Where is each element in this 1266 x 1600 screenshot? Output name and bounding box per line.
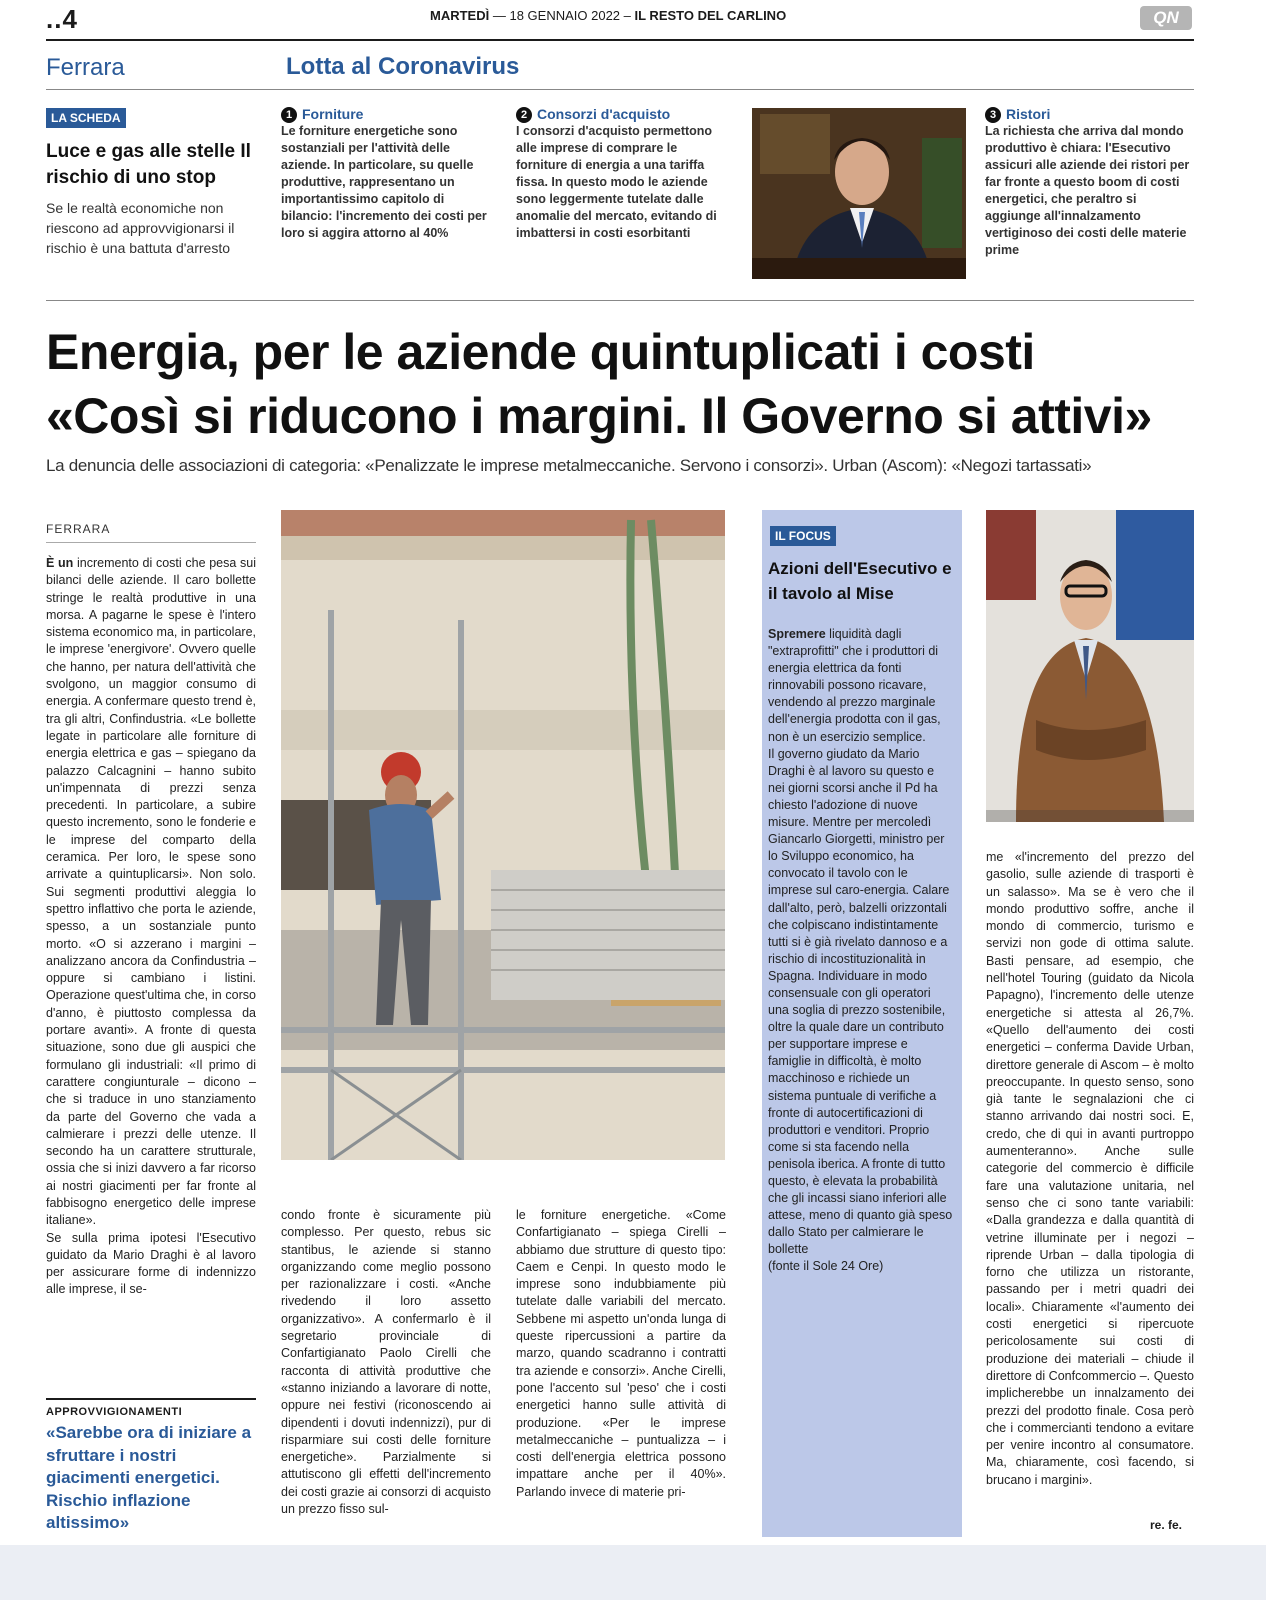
paragraph-text: incremento di costi che pesa sui bilanci delle aziende. Il caro bollette stringe le realtà produttive in una morsa. A pagarne le spese è l'intero sistema economico ma, in particolare, le imprese 'energivore'. Ovvero quelle che hanno, per natura dell'attività che svolgono, un maggior consumo di energia. A confermare questo trend è, tra gli altri, Confindustria. «Le bollette legate in particolare alle forniture di energia elettrica e gas – spiegano da palazzo Calcagnini – hanno subito un'impennata di prezzi senza precedenti. In particolare, a subire questo incremento, sono le fonderie e le imprese del comparto della ceramica. Per loro, le spese sono arrivate a quintuplicarsi». Non solo. Sui segmenti produttivi aleggia lo spettro inflattivo che porta le aziende, spesso, a un sostanziale punto morto. «O si azzerano i margini – analizzano ancora da Confindustria – oppure si cambiano i listini. Operazione quest'ultima che, in corso d'anno, è piuttosto complessa da portare avanti». A fronte di questa situazione, sono due gli auspici che formulano gli industriali: «Il primo di carattere congiunturale – dicono – che si traduce in uno stanziamento da parte del Governo che vada a calmierare i prezzi delle utenze. Il secondo ha un carattere strutturale, ossia che si inizi davvero a far ricorso ai nostri giacimenti per far fronte al fabbisogno energetico delle imprese italiane». xyxy=(46,556,256,1228)
lead-words: È un xyxy=(46,556,74,570)
portrait-photo xyxy=(752,108,966,279)
headline xyxy=(46,320,1206,448)
box-text: I consorzi d'acquisto permettono alle imprese di comprare le forniture di energia a una tariffa fissa. In questo modo le aziende sono leggermente tutelate dalle anomalie del mercato, evitando di imbattersi in costi esorbitanti xyxy=(516,124,717,240)
box-forniture xyxy=(281,106,491,242)
focus-paragraph: Il governo giudato da Mario Draghi è al lavoro su questo e nei giorni scorsi anche il Pd ha chiesto l'adozione di nuove misure. Mentre per mercoledì Giancarlo Giorgetti, ministro per lo Sviluppo economico, ha convocato il tavolo con le imprese sul caro-energia. Calare dall'alto, però, balzelli orizzontali che colpiscano indistintamente tutti si è già rivelato dannoso e a rischio di incostituzionalità in Spagna. Individuare in modo consensuale con gli operatori una soglia di prezzo sostenibile, oltre la quale dare un contributo per supportare imprese e famiglie in difficoltà, è molto macchinoso e richiede un sistema puntuale di verifiche a fronte di autocertificazioni di produttori e venditori. Proprio come si sta facendo nella penisola iberica. A fronte di tutto questo, è elevata la probabilità che gli incassi siano inferiori alle attese, meno di quanto già speso dallo Stato per calmierare le bollette xyxy=(768,746,953,1257)
article-column-3: le forniture energetiche. «Come Confartigianato – spiega Cirelli – abbiamo due strutture di questo tipo: Caem e Cenpi. In questo modo le imprese sono indubbiamente più tutelate dalle variabili del mercato. Sebbene mi aspetto un'onda lunga di queste ripercussioni a partire da marzo, quando scadranno i contratti tra aziende e consorzi». Anche Cirelli, pone l'accento sul 'peso' che i costi energetici hanno sulle attività di produzione. «Per le imprese metalmeccaniche – puntualizza – i costi dell'energia elettrica possono impattare anche per il 40%». Parlando invece di materie pri- xyxy=(516,1208,726,1499)
box-title-text: Ristori xyxy=(1006,106,1051,122)
section-rule xyxy=(46,89,1194,90)
masthead-rule xyxy=(46,39,1194,41)
article-column-2: condo fronte è sicuramente più complesso. Per questo, rebus sic stantibus, le aziende si stanno organizzando come meglio possono per razionalizzare i costi. «Anche rivedendo il loro assetto organizzativo». A confermarlo è il segretario provinciale di Confartigianato Paolo Cirelli che racconta di attività produttive che «stanno iniziando a lavorare di notte, oppure nei festivi (riconoscendo ai dipendenti i dovuti indennizzi), pur di risparmiare sui costi delle forniture energetiche». Parzialmente si attutiscono gli effetti dell'incremento dei costi grazie ai consorzi di acquisto un prezzo fisso sul- xyxy=(281,1208,491,1517)
article-location: FERRARA xyxy=(46,522,111,536)
section-title: Lotta al Coronavirus xyxy=(286,53,520,80)
scheda-title: Luce e gas alle stelle Il rischio di uno stop xyxy=(46,141,251,188)
focus-text xyxy=(768,626,954,1276)
side-portrait-illustration xyxy=(986,510,1194,822)
author-signature: re. fe. xyxy=(1150,1518,1183,1532)
paragraph: Se sulla prima ipotesi l'Esecutivo guidato da Mario Draghi è al lavoro per assicurare forme di indennizzo alle imprese, il se- xyxy=(46,1230,256,1297)
city-label: Ferrara xyxy=(46,54,125,81)
number-badge: 2 xyxy=(516,107,532,123)
weekday: MARTEDÌ xyxy=(430,8,490,23)
quote-label: APPROVVIGIONAMENTI xyxy=(46,1406,183,1418)
qn-logo: QN xyxy=(1140,6,1192,30)
scheda-text: Se le realtà economiche non riescono ad approvvigionarsi il rischio è una battuta d'arresto xyxy=(46,200,235,256)
box-title xyxy=(985,106,1190,123)
focus-source: (fonte il Sole 24 Ore) xyxy=(768,1259,884,1274)
article-column-5: me «l'incremento del prezzo del gasolio, sulle aziende di trasporti è un salasso». Ma se è vero che il mondo produttivo soffre, anche il mondo di commercio, turismo e servizi non gode di ottima salute. Basti pensare, ad esempio, che nell'hotel Touring (guidato da Nicola Papagno), l'incremento delle utenze energetiche si attesta al 26,7%. «Quello dell'aumento dei costi energetici – conferma Davide Urban, direttore generale di Ascom – è molto preoccupante. In questo senso, sono già tante le segnalazioni che ci stanno arrivando dai nostri soci. E, credo, che di qui in avanti purtroppo aumenteranno». Anche sulle categorie del commercio è difficile fare una valutazione unitaria, nel senso che ci sono tante variabili: «Dalla grandezza e dalla quantità di vetrine illuminate per i negozi – riprende Urban – dalla tipologia di forno che utilizza un ristorante, passando per i metri quadri dei locali». Chiaramente «l'aumento dei costi energetici si ripercuote pericolosamente sui costi di produzione dei materiali – chiude il direttore di Confcommercio –. Questo implicherebbe un innalzamento dei prezzi del prodotto finale. Cosa però che i commercianti tendono a evitare per venire incontro al consumatore. Ma, chiaramente, così facendo, si brucano i margini». xyxy=(986,850,1194,1487)
pull-quote: «Sarebbe ora di iniziare a sfruttare i nostri giacimenti energetici. Rischio inflazione altissimo» xyxy=(46,1423,252,1532)
main-photo xyxy=(281,510,725,1160)
quote-rule xyxy=(46,1398,256,1400)
article-column-1 xyxy=(46,555,256,1299)
scaffolding-illustration xyxy=(281,510,725,1160)
dateline: MARTEDÌ — 18 GENNAIO 2022 – IL RESTO DEL CARLINO xyxy=(430,8,787,23)
focus-lead: Spremere xyxy=(768,627,826,641)
focus-title: Azioni dell'Esecutivo e il tavolo al Mise xyxy=(768,559,952,603)
box-text: La richiesta che arriva dal mondo produttivo è chiara: l'Esecutivo assicuri alle aziende dei ristori per far fronte a questo boom di costi energetici, che peraltro si aggiunge all'innalzamento vertiginoso dei costi delle materie prime xyxy=(985,124,1190,257)
box-title xyxy=(516,106,726,123)
box-title xyxy=(281,106,491,123)
focus-paragraph-text: liquidità dagli "extraprofitti" che i produttori di energia elettrica da fonti rinnovabili possono ricavare, vendendo al prezzo marginale dell'energia prodotta con il gas, non è un esercizio semplice. xyxy=(768,627,941,744)
scheda-badge: LA SCHEDA xyxy=(46,108,126,128)
number-badge: 1 xyxy=(281,107,297,123)
bottom-band xyxy=(0,1545,1266,1600)
focus-paragraph xyxy=(768,626,954,746)
headline-rule xyxy=(46,300,1194,301)
paragraph xyxy=(46,555,256,1230)
box-title-text: Forniture xyxy=(302,106,364,122)
focus-badge: IL FOCUS xyxy=(770,526,836,546)
side-portrait-photo xyxy=(986,510,1194,822)
subheadline: La denuncia delle associazioni di categoria: «Penalizzate le imprese metalmeccaniche. Servono i consorzi». Urban (Ascom): «Negozi tartassati» xyxy=(46,456,1092,475)
headline-line-2: «Così si riducono i margini. Il Governo si attivi» xyxy=(46,388,1152,444)
column-rule xyxy=(46,542,256,543)
portrait-illustration xyxy=(752,108,966,279)
page-number: ..4 xyxy=(46,4,78,34)
headline-line-1: Energia, per le aziende quintuplicati i costi xyxy=(46,324,1035,380)
box-ristori xyxy=(985,106,1190,259)
box-text: Le forniture energetiche sono sostanziali per l'attività delle aziende. In particolare, su quelle produttive, rappresentano un importantissimo capitolo di bilancio: l'incremento dei costi per loro si aggira attorno al 40% xyxy=(281,124,487,240)
box-consorzi xyxy=(516,106,726,242)
box-title-text: Consorzi d'acquisto xyxy=(537,106,671,122)
date: 18 GENNAIO 2022 xyxy=(509,8,621,23)
number-badge: 3 xyxy=(985,107,1001,123)
newspaper-name: IL RESTO DEL CARLINO xyxy=(634,8,787,23)
